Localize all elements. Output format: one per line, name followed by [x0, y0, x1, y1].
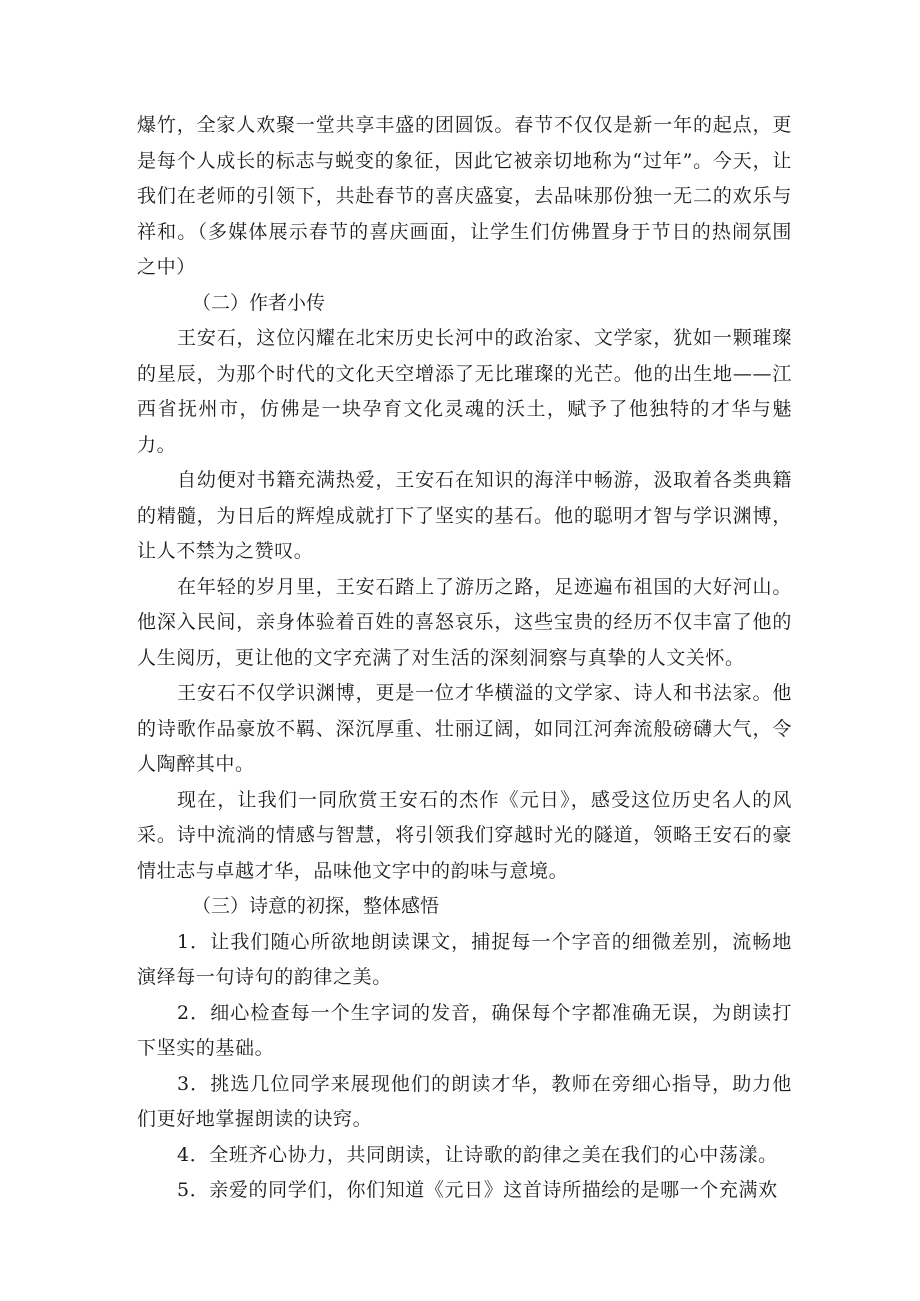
author-paragraph-3: 在年轻的岁月里，王安石踏上了游历之路，足迹遍布祖国的大好河山。他深入民间，亲身体验着百姓的喜怒哀乐，这些宝贵的经历不仅丰富了他的人生阅历，更让他的文字充满了对生活的深刻洞察与真挚的人文关怀。 [137, 575, 792, 669]
author-paragraph-4: 王安石不仅学识渊博，更是一位才华横溢的文学家、诗人和书法家。他的诗歌作品豪放不羁、深沉厚重、壮丽辽阔，如同江河奔流般磅礴大气，令人陶醉其中。 [137, 682, 792, 775]
list-item-2: 2．细心检查每一个生字词的发音，确保每个字都准确无误，为朗读打下坚实的基础。 [137, 1001, 792, 1059]
list-item-1: 1．让我们随心所欲地朗读课文，捕捉每一个字音的细微差别，流畅地演绎每一句诗句的韵律之美。 [137, 930, 792, 988]
intro-paragraph: 爆竹，全家人欢聚一堂共享丰盛的团圆饭。春节不仅仅是新一年的起点，更是每个人成长的标志与蜕变的象征，因此它被亲切地称为“过年”。今天，让我们在老师的引领下，共赴春节的喜庆盛宴，去品味那份独一无二的欢乐与祥和。（多媒体展示春节的喜庆画面，让学生们仿佛置身于节日的热闹氛围之中） [137, 114, 792, 278]
author-paragraph-5: 现在，让我们一同欣赏王安石的杰作《元日》，感受这位历史名人的风采。诗中流淌的情感与智慧，将引领我们穿越时光的隧道，领略王安石的豪情壮志与卓越才华，品味他文字中的韵味与意境。 [137, 788, 792, 882]
author-paragraph-1: 王安石，这位闪耀在北宋历史长河中的政治家、文学家，犹如一颗璀璨的星辰，为那个时代的文化天空增添了无比璀璨的光芒。他的出生地——江西省抚州市，仿佛是一块孕育文化灵魂的沃土，赋予了他独特的才华与魅力。 [137, 327, 792, 456]
section-heading-author-bio: （二）作者小传 [192, 291, 326, 314]
author-paragraph-2: 自幼便对书籍充满热爱，王安石在知识的海洋中畅游，汲取着各类典籍的精髓，为日后的辉煌成就打下了坚实的基石。他的聪明才智与学识渊博，让人不禁为之赞叹。 [137, 469, 792, 562]
list-item-4: 4．全班齐心协力，共同朗读，让诗歌的韵律之美在我们的心中荡漾。 [177, 1143, 778, 1166]
list-item-5: 5．亲爱的同学们，你们知道《元日》这首诗所描绘的是哪一个充满欢 [177, 1179, 778, 1201]
document-body [137, 108, 792, 1209]
list-item-3: 3．挑选几位同学来展现他们的朗读才华，教师在旁细心指导，助力他们更好地掌握朗读的诀窍。 [137, 1072, 792, 1130]
section-heading-initial-exploration: （三）诗意的初探，整体感悟 [192, 895, 440, 917]
